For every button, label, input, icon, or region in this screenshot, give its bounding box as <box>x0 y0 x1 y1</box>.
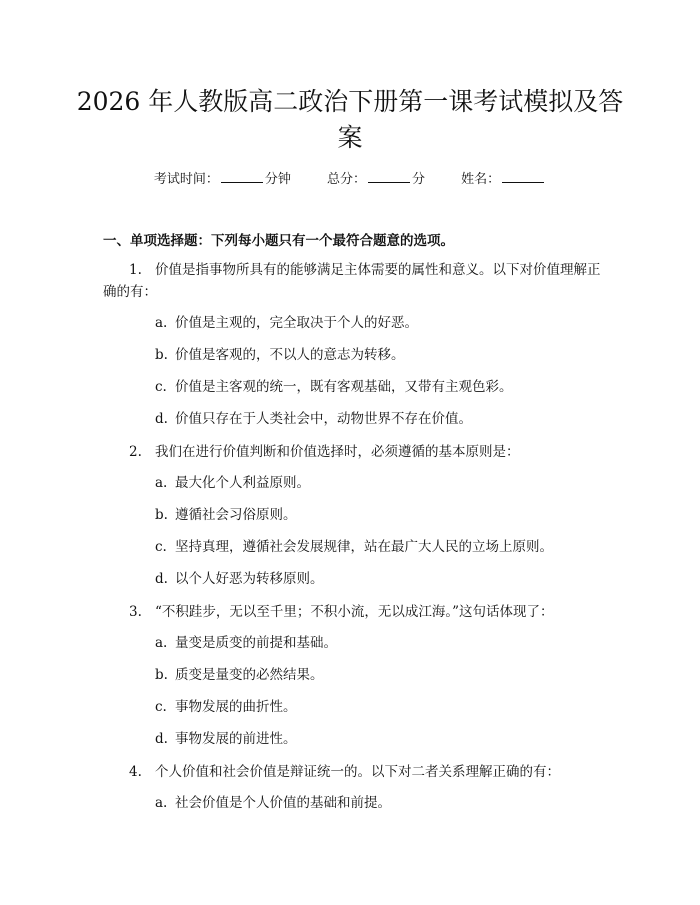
option-letter: a. <box>155 635 168 651</box>
question-3-option-d <box>155 730 297 748</box>
name-blank <box>502 170 544 183</box>
option-letter: c. <box>155 379 167 395</box>
question-2 <box>103 441 603 463</box>
total-score-blank <box>368 170 410 183</box>
option-text: 质变是量变的必然结果。 <box>175 667 324 683</box>
question-number: 4. <box>129 764 142 780</box>
question-1-option-b <box>155 346 405 364</box>
question-3-option-a <box>155 634 337 652</box>
option-text: 价值是客观的，不以人的意志为转移。 <box>175 347 405 363</box>
question-number: 2. <box>129 444 142 460</box>
question-1-option-a <box>155 314 418 332</box>
total-score-field <box>327 172 429 187</box>
option-text: 事物发展的前进性。 <box>175 731 297 747</box>
exam-time-blank <box>221 170 263 183</box>
question-text: 个人价值和社会价值是辩证统一的。以下对二者关系理解正确的有： <box>155 764 560 780</box>
exam-time-label: 考试时间： <box>153 172 219 187</box>
option-text: 价值是主观的，完全取决于个人的好恶。 <box>175 315 418 331</box>
question-text: 我们在进行价值判断和价值选择时，必须遵循的基本原则是： <box>155 444 520 460</box>
question-number: 1. <box>129 262 142 278</box>
question-text: “不积跬步，无以至千里；不积小流，无以成江海。”这句话体现了： <box>155 604 554 620</box>
total-score-label: 总分： <box>326 172 366 187</box>
question-2-option-c <box>155 538 553 556</box>
option-letter: c. <box>155 699 167 715</box>
document-title: 2026 年人教版高二政治下册第一课考试模拟及答案 <box>76 87 624 152</box>
option-letter: d. <box>155 731 168 747</box>
question-1-option-d <box>155 410 472 428</box>
option-text: 以个人好恶为转移原则。 <box>175 571 324 587</box>
question-1 <box>103 259 603 303</box>
option-text: 事物发展的曲折性。 <box>175 699 297 715</box>
question-number: 3. <box>129 604 142 620</box>
option-text: 遵循社会习俗原则。 <box>175 507 297 523</box>
total-score-unit: 分 <box>412 172 426 187</box>
option-letter: a. <box>155 795 168 811</box>
question-text: 价值是指事物所具有的能够满足主体需要的属性和意义。以下对价值理解正确的有： <box>103 262 601 300</box>
exam-time-unit: 分钟 <box>264 172 291 187</box>
name-field <box>461 172 546 187</box>
question-3 <box>103 601 603 623</box>
exam-time-field <box>154 172 295 187</box>
option-text: 价值是主客观的统一，既有客观基础，又带有主观色彩。 <box>175 379 513 395</box>
option-text: 价值只存在于人类社会中，动物世界不存在价值。 <box>175 411 472 427</box>
question-2-option-b <box>155 506 297 524</box>
name-label: 姓名： <box>461 172 501 187</box>
question-1-option-c <box>155 378 513 396</box>
exam-meta-line <box>0 170 700 189</box>
question-3-option-b <box>155 666 324 684</box>
question-4 <box>103 761 603 783</box>
option-text: 最大化个人利益原则。 <box>175 475 310 491</box>
option-text: 社会价值是个人价值的基础和前提。 <box>175 795 391 811</box>
option-text: 坚持真理，遵循社会发展规律，站在最广大人民的立场上原则。 <box>175 539 553 555</box>
section-heading-single-choice: 一、单项选择题：下列每小题只有一个最符合题意的选项。 <box>103 233 454 249</box>
question-4-option-a <box>155 794 391 812</box>
option-letter: b. <box>155 347 168 363</box>
option-letter: a. <box>155 315 168 331</box>
option-letter: d. <box>155 411 168 427</box>
question-2-option-d <box>155 570 324 588</box>
option-letter: c. <box>155 539 167 555</box>
option-letter: b. <box>155 667 168 683</box>
question-2-option-a <box>155 474 310 492</box>
option-letter: d. <box>155 571 168 587</box>
question-3-option-c <box>155 698 297 716</box>
option-letter: a. <box>155 475 168 491</box>
option-letter: b. <box>155 507 168 523</box>
option-text: 量变是质变的前提和基础。 <box>175 635 337 651</box>
